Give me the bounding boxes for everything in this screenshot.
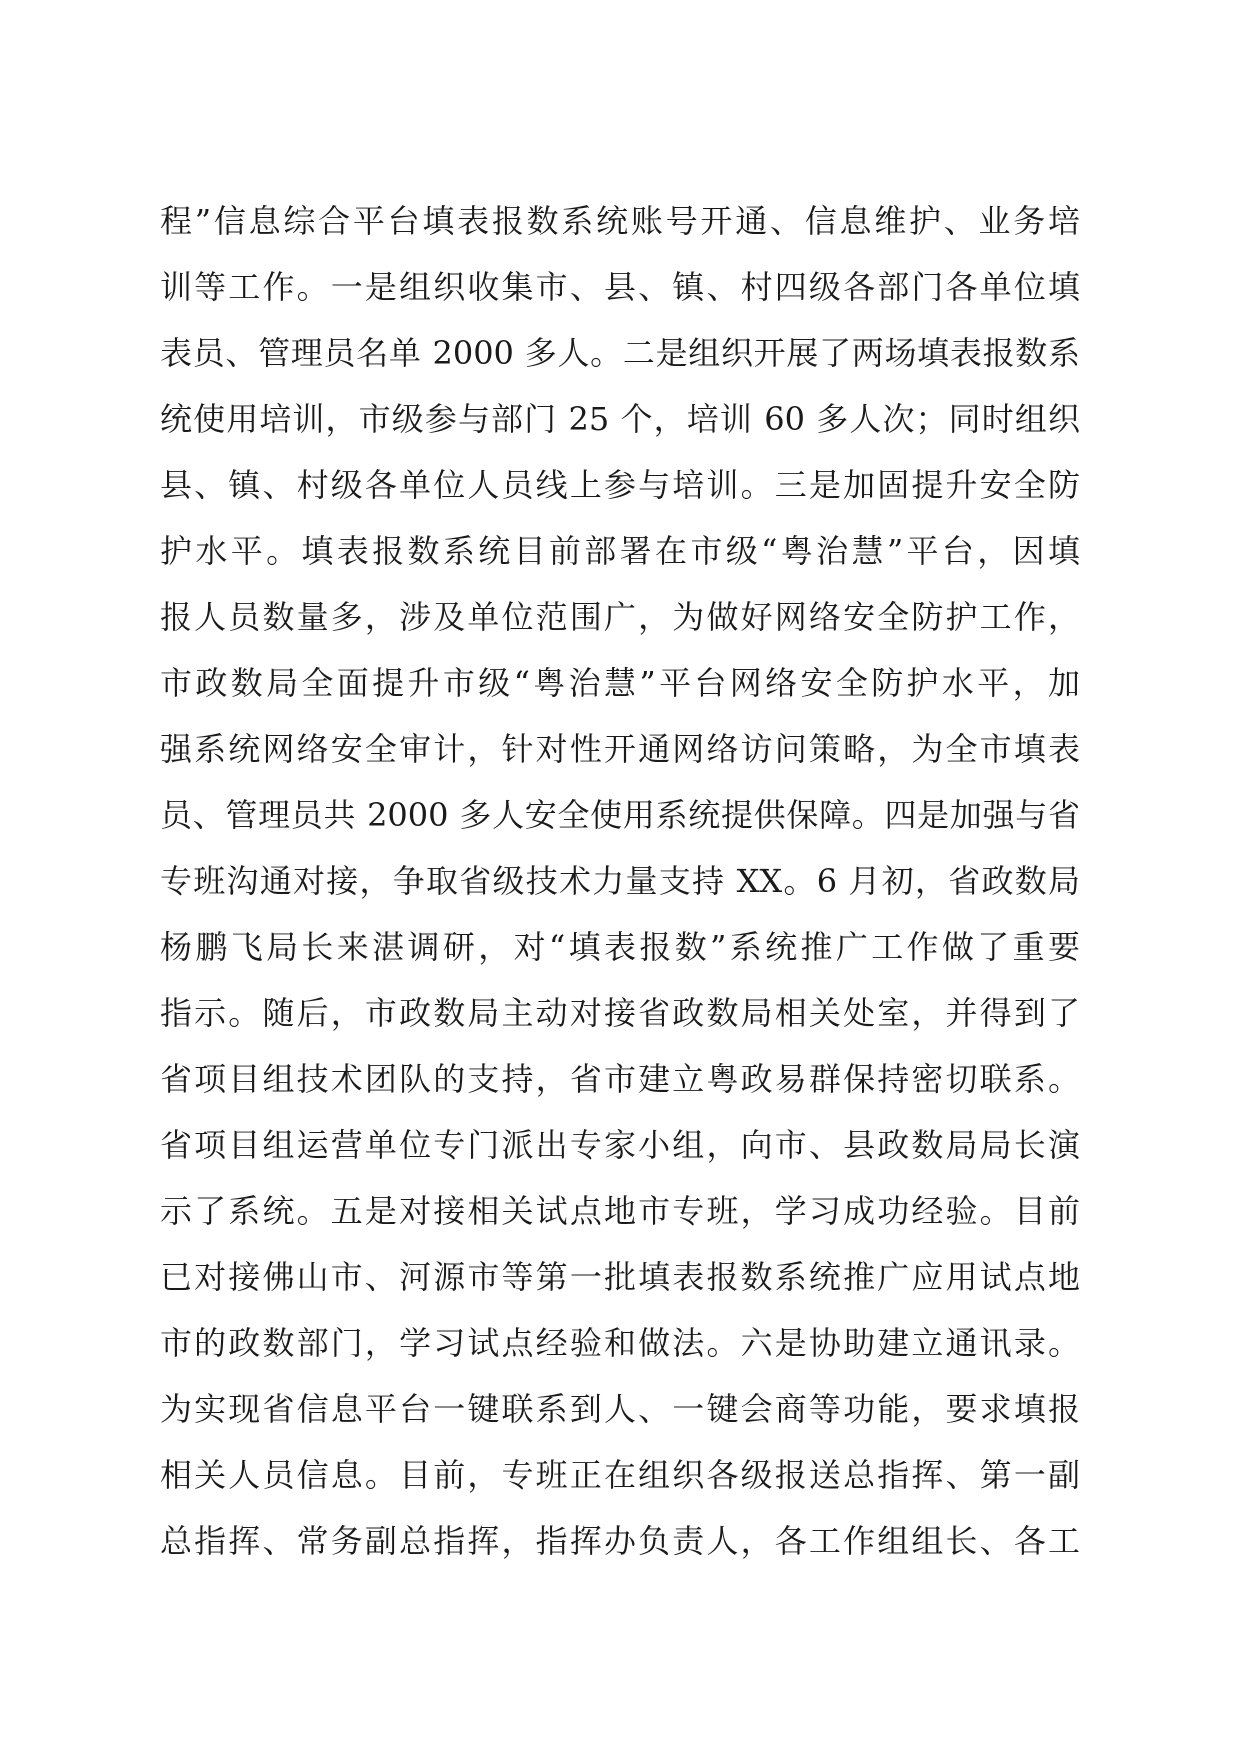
text-line-17: 已对接佛山市、河源市等第一批填表报数系统推广应用试点地 [160, 1258, 1080, 1296]
text-line-13: 指示。随后，市政数局主动对接省政数局相关处室，并得到了 [160, 994, 1080, 1032]
text-line-8: 市政数局全面提升市级“粤治慧”平台网络安全防护水平，加 [160, 664, 1080, 702]
text-line-19: 为实现省信息平台一键联系到人、一键会商等功能，要求填报 [160, 1390, 1080, 1428]
text-line-20: 相关人员信息。目前，专班正在组织各级报送总指挥、第一副 [160, 1456, 1080, 1494]
text-line-2: 训等工作。一是组织收集市、县、镇、村四级各部门各单位填 [160, 268, 1080, 306]
text-line-6: 护水平。填表报数系统目前部署在市级“粤治慧”平台，因填 [160, 532, 1080, 570]
text-line-15: 省项目组运营单位专门派出专家小组，向市、县政数局局长演 [160, 1126, 1080, 1164]
text-line-18: 市的政数部门，学习试点经验和做法。六是协助建立通讯录。 [160, 1324, 1080, 1362]
text-line-16: 示了系统。五是对接相关试点地市专班，学习成功经验。目前 [160, 1192, 1080, 1230]
text-line-11: 专班沟通对接，争取省级技术力量支持 XX。6 月初，省政数局 [160, 862, 1080, 900]
text-line-14: 省项目组技术团队的支持，省市建立粤政易群保持密切联系。 [160, 1060, 1080, 1098]
text-line-4: 统使用培训，市级参与部门 25 个，培训 60 多人次；同时组织 [160, 400, 1080, 438]
body-text [160, 188, 1080, 1574]
text-line-7: 报人员数量多，涉及单位范围广，为做好网络安全防护工作， [160, 598, 1080, 636]
text-line-5: 县、镇、村级各单位人员线上参与培训。三是加固提升安全防 [160, 466, 1080, 504]
text-line-1: 程”信息综合平台填表报数系统账号开通、信息维护、业务培 [160, 202, 1080, 240]
text-line-10: 员、管理员共 2000 多人安全使用系统提供保障。四是加强与省 [160, 796, 1080, 834]
text-line-3: 表员、管理员名单 2000 多人。二是组织开展了两场填表报数系 [160, 334, 1080, 372]
text-line-12: 杨鹏飞局长来湛调研，对“填表报数”系统推广工作做了重要 [160, 928, 1080, 966]
text-line-9: 强系统网络安全审计，针对性开通网络访问策略，为全市填表 [160, 730, 1080, 768]
text-line-21: 总指挥、常务副总指挥，指挥办负责人，各工作组组长、各工 [160, 1522, 1080, 1560]
